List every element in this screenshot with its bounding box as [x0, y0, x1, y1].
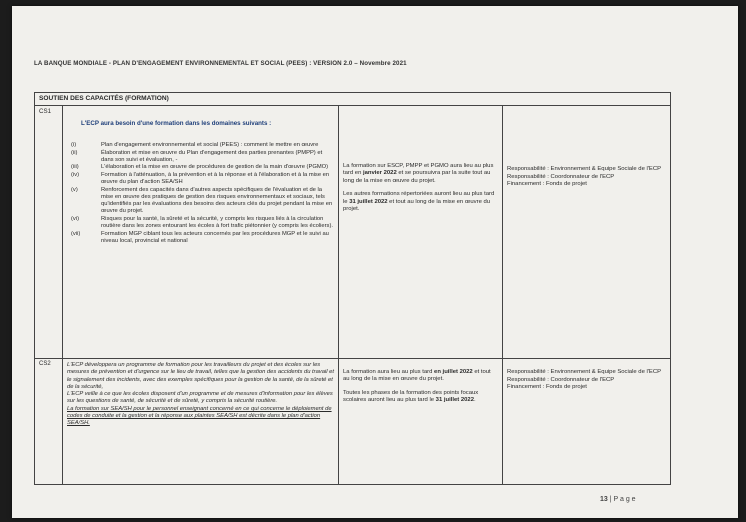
cs2-responsibility	[507, 369, 665, 392]
cs1-timing	[343, 163, 497, 219]
list-item: (i) Plan d'engagement environnemental et social (PEES) : comment le mettre en œuvre	[71, 142, 319, 148]
cs1-timing-paragraph-2: Les autres formations répertoriées auront lieu au plus tard le 31 juillet 2022 et tout au long de la mise en œuvre du projet.	[343, 191, 495, 213]
table-title: SOUTIEN DES CAPACITÉS (FORMATION)	[35, 93, 670, 106]
row-code: CS2	[39, 361, 51, 367]
cs2-timing-paragraph-2: Toutes les phases de la formation des points focaux scolaires auront lieu au plus tard le 31 juillet 2022.	[343, 389, 479, 404]
capacity-support-table	[34, 92, 671, 485]
list-item: (iv) Formation à l'atténuation, à la prévention et à la réponse et à l'élaboration et à la mise en œuvre du plan d'action SEA/SH	[71, 171, 330, 186]
table-row-cs1	[35, 106, 670, 359]
cs2-timing-paragraph-1: La formation aura lieu au plus tard en juillet 2022 et tout au long de la mise en œuvre du projet.	[343, 369, 491, 383]
responsibility-team: Responsabilité : Environnement & Equipe Sociale de l'ECP	[507, 166, 662, 172]
list-item: (vii) Formation MGP ciblant tous les acteurs concernés par les procédures MGP et le suivi au niveau local, provincial et national	[71, 230, 329, 244]
list-item: (vi) Risques pour la santé, la sûreté et la sécurité, y compris les risques liés à la circulation routière dans les zones entourant les écoles à fort trafic piétonnier (y compris les écoliers).	[71, 215, 333, 230]
column-divider	[502, 106, 503, 358]
footer-separator: |	[607, 496, 614, 503]
responsibility-coordinator: Responsabilité : Coordonnateur de l'ECP	[507, 376, 615, 383]
cs1-timing-paragraph-1: La formation sur ESCP, PMPP et PGMO aura lieu au plus tard en janvier 2022 et se poursuivra par la suite tout au long de la mise en œuvre du projet.	[343, 163, 494, 184]
cs2-timing	[343, 369, 497, 411]
cs2-paragraph-1: L'ECP développera un programme de formation pour les travailleurs du projet et des écoles sur les mesures de prévention et d'urgence sur le lieu de travail, telles que la gestion des accidents du travail et le signalement des incidents, avec des exemples spécifiques pour la gestion de la santé, de la sûreté et de la sécurité,	[67, 362, 334, 390]
row-code: CS1	[39, 108, 52, 115]
list-item: (v) Renforcement des capacités dans d'autres aspects spécifiques de l'évaluation et de la mise en œuvre des pratiques de gestion des risques environnementaux et sociaux, tels qu'identifiés par les évaluations des besoins des acteurs clés du projet pendant la mise en œuvre du projet.	[71, 186, 333, 215]
table-row-cs2	[35, 359, 670, 484]
page-label: P a g e	[613, 496, 636, 503]
column-divider	[62, 106, 63, 358]
page-footer	[600, 496, 636, 503]
column-divider	[338, 359, 339, 484]
column-divider	[338, 106, 339, 358]
document-header: LA BANQUE MONDIALE - PLAN D'ENGAGEMENT ENVIRONNEMENTAL ET SOCIAL (PEES) : VERSION 2.0 – Novembre 2021	[34, 60, 407, 67]
training-domain-list	[71, 142, 333, 246]
cs1-responsibility	[507, 166, 665, 189]
cs2-paragraph-2: L'ECP veille à ce que les écoles disposent d'un programme et de mesures d'information pour les élèves sur les questions de santé, de sécurité et de sûreté, y compris la sécurité routière.	[67, 391, 333, 405]
responsibility-team: Responsabilité : Environnement & Equipe Sociale de l'ECP	[507, 369, 662, 375]
column-divider	[502, 359, 503, 484]
funding-source: Financement : Fonds de projet	[507, 181, 587, 188]
document-page	[12, 6, 738, 518]
funding-source: Financement : Fonds de projet	[507, 384, 587, 391]
list-item: (iii) L'élaboration et la mise en œuvre de procédures de gestion de la main d'œuvre (PGMO)	[71, 164, 329, 171]
responsibility-coordinator: Responsabilité : Coordonnateur de l'ECP	[507, 173, 615, 180]
page-number: 13	[600, 496, 608, 503]
list-item: (ii) Élaboration et mise en œuvre du Plan d'engagement des parties prenantes (PMPP) et dans son suivi et évaluation, -	[71, 149, 323, 163]
cs2-description	[67, 362, 337, 428]
cs1-intro: L'ECP aura besoin d'une formation dans les domaines suivants :	[81, 120, 272, 127]
column-divider	[62, 359, 63, 484]
cs2-paragraph-3: La formation sur SEA/SH pour le personnel enseignant concerné en ce qui concerne le déploiement de codes de conduite et la gestion et la réponse aux plaintes SEA/SH est décrite dans le plan d'action SEA/SH.	[67, 405, 332, 427]
